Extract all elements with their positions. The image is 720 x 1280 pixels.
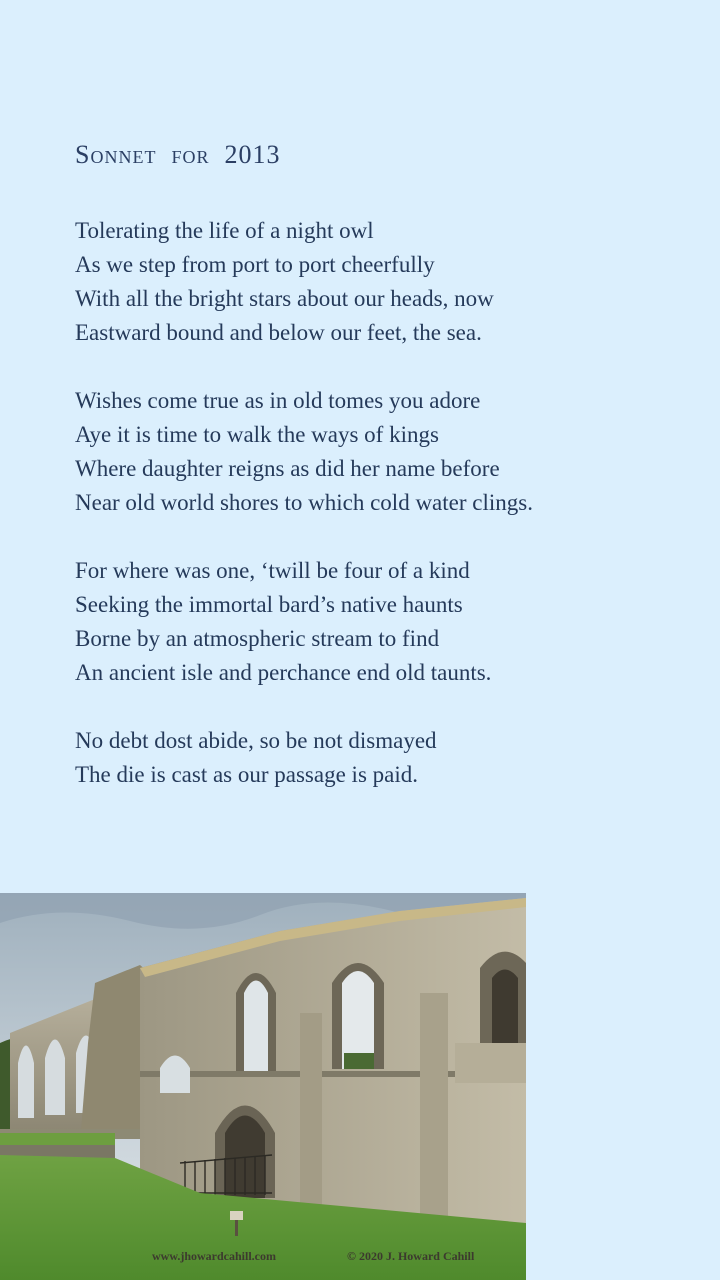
stanza-4 [75,724,695,792]
poem-line: Borne by an atmospheric stream to find [75,626,440,651]
abbey-ruins-photo [0,893,526,1280]
poem-line: Near old world shores to which cold water clings. [75,490,533,515]
website-link[interactable]: www.jhowardcahill.com [152,1249,276,1263]
poem-line: An ancient isle and perchance end old taunts. [75,660,492,685]
poem-line: The die is cast as our passage is paid. [75,762,418,787]
copyright-notice: © 2020 J. Howard Cahill [347,1249,475,1263]
poem-line: No debt dost abide, so be not dismayed [75,728,437,753]
stanza-3 [75,554,695,690]
poem-title: Sonnet for 2013 [75,140,281,169]
poem-line: For where was one, ‘twill be four of a kind [75,558,470,583]
stanza-2 [75,384,695,520]
poem-line: With all the bright stars about our heads, now [75,286,494,311]
poem-line: As we step from port to port cheerfully [75,252,435,277]
poem-line: Wishes come true as in old tomes you adore [75,388,481,413]
poem-line: Aye it is time to walk the ways of kings [75,422,439,447]
poem-line: Tolerating the life of a night owl [75,218,374,243]
stanza-1 [75,214,695,350]
photo-caption [0,1249,526,1267]
poem-line: Eastward bound and below our feet, the sea. [75,320,482,345]
poem-line: Where daughter reigns as did her name before [75,456,500,481]
poem-body [75,214,695,826]
poem-line: Seeking the immortal bard’s native haunts [75,592,463,617]
